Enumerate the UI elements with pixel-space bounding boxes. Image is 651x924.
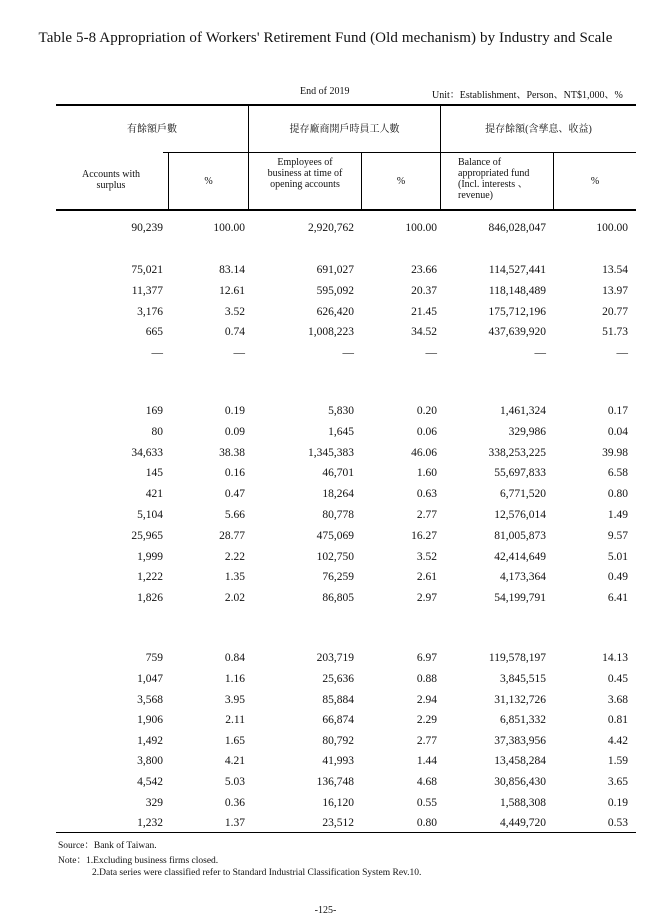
table-row <box>56 530 636 548</box>
table-row <box>56 326 636 344</box>
table-cell: 4,173,364 <box>500 571 546 584</box>
table-cell: 2.97 <box>416 592 437 605</box>
table-cell: 203,719 <box>316 652 354 664</box>
table-row <box>56 264 636 282</box>
table-cell: 114,527,441 <box>488 264 546 276</box>
table-cell: 38.38 <box>219 446 245 459</box>
table-cell: 1.60 <box>416 467 437 480</box>
top-rule <box>56 104 636 106</box>
table-cell: — <box>534 347 546 360</box>
group-header-balance: 提存餘額(含孳息、收益) <box>485 124 592 135</box>
table-cell: 0.74 <box>224 326 245 339</box>
table-cell: 1,047 <box>137 672 163 685</box>
table-cell: 2.61 <box>416 571 437 584</box>
page-number: -125- <box>314 905 337 916</box>
table-cell: 80,792 <box>322 735 354 748</box>
table-cell: 1.49 <box>607 509 628 521</box>
table-cell: 6,851,332 <box>500 714 546 727</box>
table-cell: 100.00 <box>596 222 628 234</box>
table-cell: 54,199,791 <box>494 592 546 605</box>
table-cell: 6,771,520 <box>500 488 546 501</box>
table-cell: 2,920,762 <box>308 222 354 234</box>
table-cell: 39.98 <box>602 446 628 459</box>
divider-4 <box>440 105 441 210</box>
table-cell: 0.06 <box>416 425 437 438</box>
table-cell: 75,021 <box>131 264 163 276</box>
table-cell: 5,104 <box>137 509 163 521</box>
table-cell: 31,132,726 <box>494 693 546 706</box>
table-cell: 12,576,014 <box>494 509 546 521</box>
table-title: Table 5-8 Appropriation of Workers' Retirement Fund (Old mechanism) by Industry and Scale <box>38 30 613 46</box>
table-cell: 1,588,308 <box>500 796 546 809</box>
table-row <box>56 426 636 444</box>
table-cell: 437,639,920 <box>488 326 546 339</box>
table-cell: 23,512 <box>322 817 354 830</box>
divider-2 <box>248 105 249 210</box>
table-cell: 1,461,324 <box>500 405 546 417</box>
table-cell: 20.37 <box>411 284 437 297</box>
table-cell: 665 <box>145 326 163 339</box>
table-cell: — <box>151 347 163 360</box>
col-header-accounts: Accounts with surplus <box>81 169 141 191</box>
table-row <box>56 306 636 324</box>
table-row <box>56 694 636 712</box>
table-cell: — <box>425 347 437 360</box>
table-cell: 5.03 <box>224 775 245 788</box>
table-cell: 14.13 <box>602 652 628 664</box>
table-cell: 1,906 <box>137 714 163 727</box>
table-cell: 0.80 <box>416 817 437 830</box>
table-cell: 4.42 <box>607 735 628 748</box>
table-cell: 0.55 <box>416 796 437 809</box>
table-cell: 0.88 <box>416 672 437 685</box>
table-row <box>56 571 636 589</box>
table-cell: 6.97 <box>416 652 437 664</box>
table-cell: 0.63 <box>416 488 437 501</box>
table-cell: 0.80 <box>607 488 628 501</box>
table-row <box>56 447 636 465</box>
table-cell: 5.66 <box>224 509 245 521</box>
table-cell: 4,542 <box>137 775 163 788</box>
unit-label: Unit：Establishment、Person、NT$1,000、% <box>432 90 623 101</box>
group-header-employees: 提存廠商開戶時員工人數 <box>289 124 400 135</box>
table-cell: 83.14 <box>219 264 245 276</box>
table-row <box>56 755 636 773</box>
table-cell: 2.77 <box>416 735 437 748</box>
col-header-employees: Employees of business at time of opening accounts <box>267 157 343 190</box>
table-cell: 0.19 <box>607 796 628 809</box>
table-cell: 30,856,430 <box>494 775 546 788</box>
table-cell: 2.11 <box>225 714 245 727</box>
table-row <box>56 551 636 569</box>
table-cell: 13.97 <box>602 284 628 297</box>
col-header-balance-pct: % <box>590 176 600 187</box>
note-2: 2.Data series were classified refer to Standard Industrial Classification System Rev.10. <box>92 868 422 878</box>
table-cell: 42,414,649 <box>494 550 546 563</box>
table-cell: 102,750 <box>316 550 354 563</box>
table-cell: 66,874 <box>322 714 354 727</box>
note-1: Note：1.Excluding business firms closed. <box>58 856 219 866</box>
table-cell: 5.01 <box>607 550 628 563</box>
subheader-rule <box>163 152 636 153</box>
source-note: Source：Bank of Taiwan. <box>58 841 157 851</box>
table-cell: 0.49 <box>607 571 628 584</box>
table-cell: 11,377 <box>131 284 163 297</box>
table-cell: 21.45 <box>411 305 437 318</box>
table-cell: 1.65 <box>224 735 245 748</box>
table-cell: 329 <box>145 796 163 809</box>
table-row <box>56 509 636 527</box>
table-cell: 0.16 <box>224 467 245 480</box>
table-row <box>56 714 636 732</box>
table-cell: 0.45 <box>607 672 628 685</box>
table-cell: 145 <box>145 467 163 480</box>
table-cell: 3,176 <box>137 305 163 318</box>
table-cell: 3.52 <box>224 305 245 318</box>
table-cell: 421 <box>145 488 163 501</box>
table-cell: 5,830 <box>328 405 354 417</box>
table-cell: 13,458,284 <box>494 755 546 767</box>
table-cell: 4.21 <box>224 755 245 767</box>
table-row <box>56 652 636 670</box>
table-cell: 0.17 <box>607 405 628 417</box>
table-cell: 1,492 <box>137 735 163 748</box>
table-cell: 0.81 <box>607 714 628 727</box>
table-row <box>56 817 636 835</box>
table-row <box>56 467 636 485</box>
table-cell: 55,697,833 <box>494 467 546 480</box>
table-cell: 3.52 <box>416 550 437 563</box>
table-cell: 90,239 <box>131 222 163 234</box>
table-row <box>56 347 636 365</box>
group-header-accounts: 有餘額戶數 <box>127 124 177 135</box>
table-row <box>56 673 636 691</box>
table-cell: 1.44 <box>416 755 437 767</box>
table-row <box>56 222 636 240</box>
table-cell: 46,701 <box>322 467 354 480</box>
table-cell: 37,383,956 <box>494 735 546 748</box>
table-cell: 2.02 <box>224 592 245 605</box>
table-cell: 18,264 <box>322 488 354 501</box>
table-cell: 46.06 <box>411 446 437 459</box>
table-cell: 0.84 <box>224 652 245 664</box>
table-cell: 20.77 <box>602 305 628 318</box>
table-cell: 2.22 <box>224 550 245 563</box>
table-cell: 86,805 <box>322 592 354 605</box>
table-cell: 1.35 <box>224 571 245 584</box>
table-cell: 1.37 <box>224 817 245 830</box>
table-cell: 1,999 <box>137 550 163 563</box>
table-cell: 9.57 <box>607 529 628 542</box>
table-cell: 16.27 <box>411 529 437 542</box>
table-cell: 6.41 <box>607 592 628 605</box>
table-cell: 1.16 <box>224 672 245 685</box>
table-cell: 0.20 <box>416 405 437 417</box>
table-cell: 41,993 <box>322 755 354 767</box>
table-cell: 2.29 <box>416 714 437 727</box>
table-cell: 3.65 <box>607 775 628 788</box>
table-cell: 6.58 <box>607 467 628 480</box>
table-cell: 846,028,047 <box>488 222 546 234</box>
table-row <box>56 797 636 815</box>
table-cell: 2.77 <box>416 509 437 521</box>
table-cell: 100.00 <box>213 222 245 234</box>
table-cell: 1,826 <box>137 592 163 605</box>
table-cell: 85,884 <box>322 693 354 706</box>
table-row <box>56 735 636 753</box>
col-header-employees-pct: % <box>396 176 406 187</box>
table-cell: 1,645 <box>328 425 354 438</box>
table-cell: — <box>342 347 354 360</box>
header-bottom-rule <box>56 209 636 211</box>
table-cell: 3,845,515 <box>500 672 546 685</box>
table-row <box>56 592 636 610</box>
table-cell: 3,568 <box>137 693 163 706</box>
table-cell: 13.54 <box>602 264 628 276</box>
table-cell: 475,069 <box>316 529 354 542</box>
table-cell: 0.04 <box>607 425 628 438</box>
table-cell: 175,712,196 <box>488 305 546 318</box>
table-cell: 691,027 <box>316 264 354 276</box>
table-cell: 81,005,873 <box>494 529 546 542</box>
table-cell: 4.68 <box>416 775 437 788</box>
table-cell: 0.19 <box>224 405 245 417</box>
table-cell: 1,008,223 <box>308 326 354 339</box>
table-cell: 51.73 <box>602 326 628 339</box>
table-cell: 25,965 <box>131 529 163 542</box>
table-row <box>56 488 636 506</box>
col-header-accounts-pct: % <box>204 176 213 187</box>
table-cell: 329,986 <box>508 425 546 438</box>
table-cell: 169 <box>145 405 163 417</box>
table-cell: 25,636 <box>322 672 354 685</box>
table-cell: 34,633 <box>131 446 163 459</box>
table-cell: 80 <box>151 425 163 438</box>
table-row <box>56 405 636 423</box>
table-cell: 338,253,225 <box>488 446 546 459</box>
table-cell: 0.47 <box>224 488 245 501</box>
table-cell: 136,748 <box>316 775 354 788</box>
table-cell: 4,449,720 <box>500 817 546 830</box>
table-cell: 626,420 <box>316 305 354 318</box>
table-cell: 1,232 <box>137 817 163 830</box>
table-cell: 76,259 <box>322 571 354 584</box>
table-cell: 118,148,489 <box>488 284 546 297</box>
table-cell: 119,578,197 <box>488 652 546 664</box>
table-cell: 0.09 <box>224 425 245 438</box>
table-cell: 595,092 <box>316 284 354 297</box>
table-cell: 0.36 <box>224 796 245 809</box>
table-cell: 34.52 <box>411 326 437 339</box>
table-row <box>56 776 636 794</box>
table-cell: 1.59 <box>607 755 628 767</box>
table-cell: 759 <box>145 652 163 664</box>
table-cell: 12.61 <box>219 284 245 297</box>
table-cell: 2.94 <box>416 693 437 706</box>
table-cell: 80,778 <box>322 509 354 521</box>
table-cell: 0.53 <box>607 817 628 830</box>
table-cell: 16,120 <box>322 796 354 809</box>
table-cell: 1,222 <box>137 571 163 584</box>
period-label: End of 2019 <box>300 86 350 97</box>
table-cell: 28.77 <box>219 529 245 542</box>
table-cell: 100.00 <box>405 222 437 234</box>
table-cell: 3,800 <box>137 755 163 767</box>
table-cell: 1,345,383 <box>308 446 354 459</box>
table-cell: — <box>233 347 245 360</box>
table-row <box>56 285 636 303</box>
table-cell: 23.66 <box>411 264 437 276</box>
table-cell: 3.95 <box>224 693 245 706</box>
col-header-balance: Balance of appropriated fund (Incl. interests 、revenue) <box>458 157 530 201</box>
table-cell: — <box>616 347 628 360</box>
table-cell: 3.68 <box>607 693 628 706</box>
